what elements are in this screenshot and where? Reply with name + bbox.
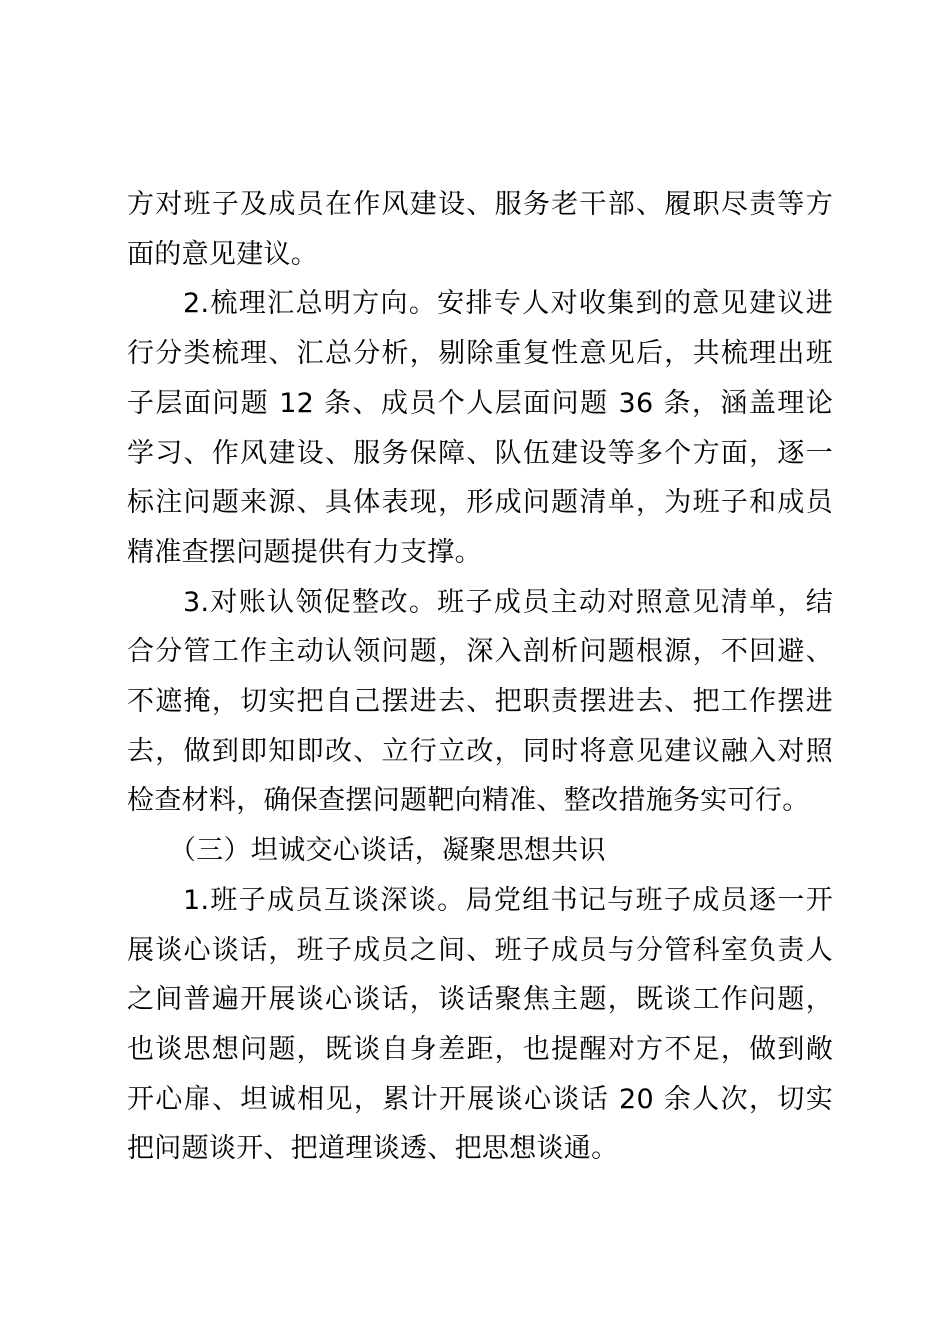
- paragraph-continuation: 方对班子及成员在作风建设、服务老干部、履职尽责等方面的意见建议。: [127, 189, 833, 270]
- paragraph-item-3-claim-rectify: 3.对账认领促整改。班子成员主动对照意见清单，结合分管工作主动认领问题，深入剖析问题根源，不回避、不遮掩，切实把自己摆进去、把职责摆进去、把工作摆进去，做到即知即改、立行立改，同时将意见建议融入对照检查材料，确保查摆问题靶向精准、整改措施务实可行。: [127, 586, 833, 817]
- document-page: [127, 180, 833, 1174]
- paragraph-item-1-heart-talks: 1.班子成员互谈深谈。局党组书记与班子成员逐一开展谈心谈话，班子成员之间、班子成员与分管科室负责人之间普遍开展谈心谈话，谈话聚焦主题，既谈工作问题，也谈思想问题，既谈自身差距，也提醒对方不足，做到敞开心扉、坦诚相见，累计开展谈心谈话 20 余人次，切实把问题谈开、把道理谈透、把思想谈通。: [127, 884, 833, 1165]
- paragraph-item-2-sort-summarize: 2.梳理汇总明方向。安排专人对收集到的意见建议进行分类梳理、汇总分析，剔除重复性意见后，共梳理出班子层面问题 12 条、成员个人层面问题 36 条，涵盖理论学习、作风建设、服务保障、队伍建设等多个方面，逐一标注问题来源、具体表现，形成问题清单，为班子和成员精准查摆问题提供有力支撑。: [127, 288, 833, 568]
- section-heading-3: （三）坦诚交心谈话，凝聚思想共识: [169, 835, 606, 867]
